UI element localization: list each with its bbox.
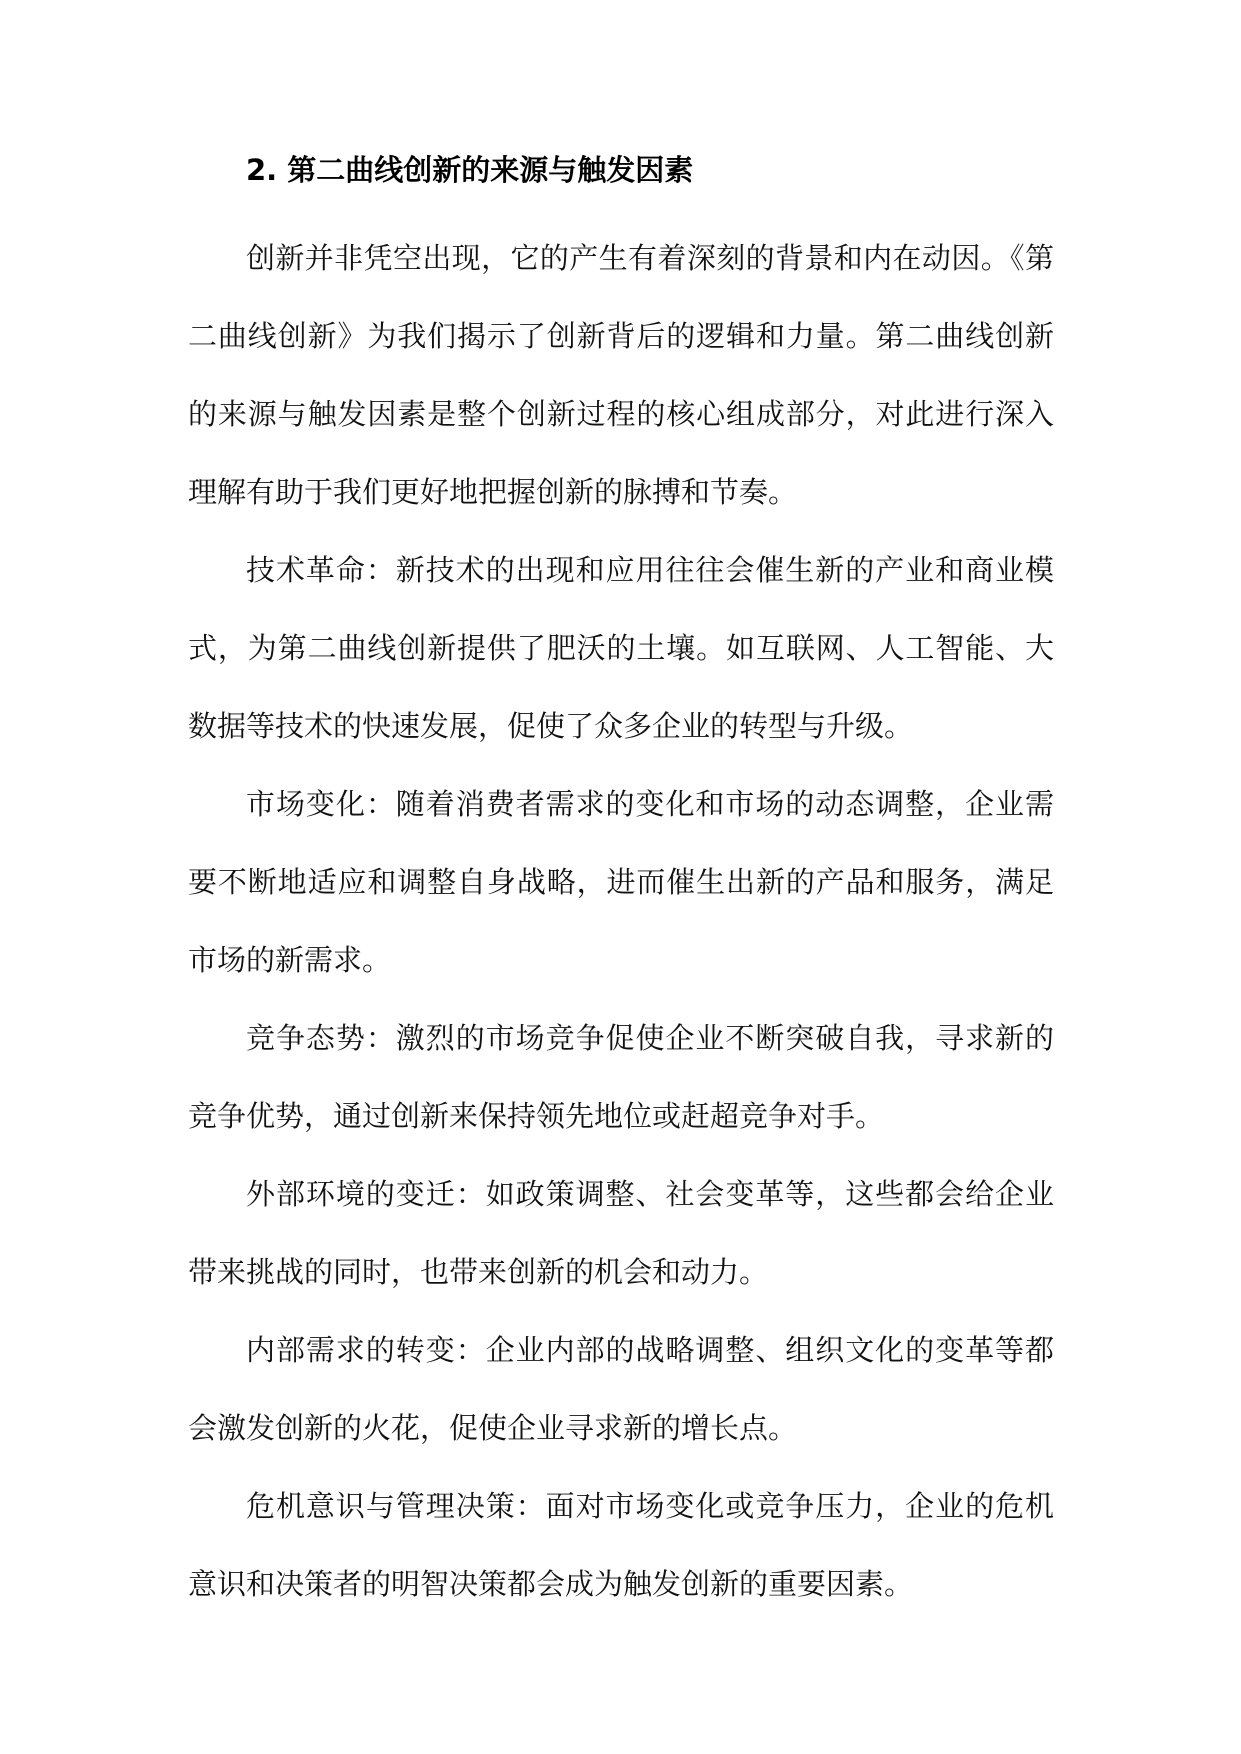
paragraph-market-change: 市场变化：随着消费者需求的变化和市场的动态调整，企业需要不断地适应和调整自身战略，进而催生出新的产品和服务，满足市场的新需求。 (188, 787, 1054, 977)
paragraph-competition: 竞争态势：激烈的市场竞争促使企业不断突破自我，寻求新的竞争优势，通过创新来保持领先地位或赶超竞争对手。 (188, 1021, 1054, 1133)
paragraph-tech-revolution: 技术革命：新技术的出现和应用往往会催生新的产业和商业模式，为第二曲线创新提供了肥沃的土壤。如互联网、人工智能、大数据等技术的快速发展，促使了众多企业的转型与升级。 (188, 553, 1054, 743)
section-heading: 2. 第二曲线创新的来源与触发因素 (246, 153, 694, 187)
paragraph-external-environment: 外部环境的变迁：如政策调整、社会变革等，这些都会给企业带来挑战的同时，也带来创新的机会和动力。 (188, 1177, 1054, 1289)
paragraph-internal-demand: 内部需求的转变：企业内部的战略调整、组织文化的变革等都会激发创新的火花，促使企业寻求新的增长点。 (188, 1333, 1054, 1445)
paragraph-crisis-awareness: 危机意识与管理决策：面对市场变化或竞争压力，企业的危机意识和决策者的明智决策都会成为触发创新的重要因素。 (188, 1489, 1054, 1601)
intro-paragraph: 创新并非凭空出现，它的产生有着深刻的背景和内在动因。《第二曲线创新》为我们揭示了创新背后的逻辑和力量。第二曲线创新的来源与触发因素是整个创新过程的核心组成部分，对此进行深入理解有助于我们更好地把握创新的脉搏和节奏。 (188, 241, 1054, 509)
text-column (188, 141, 1054, 1623)
